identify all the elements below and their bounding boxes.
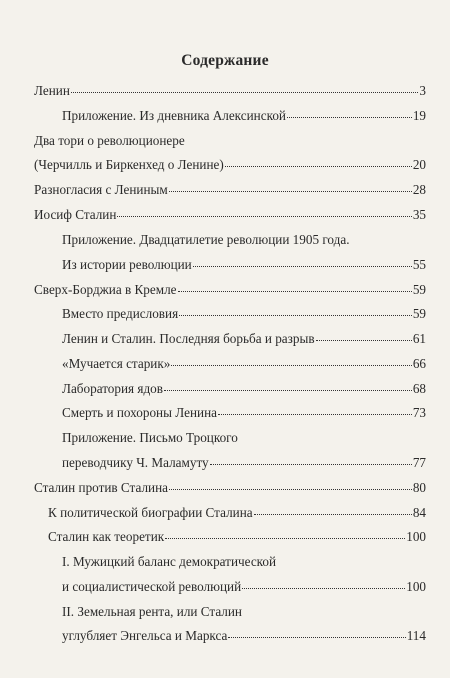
leader-dots [254, 514, 412, 515]
toc-entry[interactable] [62, 331, 426, 347]
toc-entry-title: Из истории революции [62, 257, 192, 272]
toc-entry-page: 73 [412, 405, 426, 420]
toc-entry-page: 59 [412, 306, 426, 321]
toc-entry[interactable] [34, 207, 426, 223]
toc-entry[interactable] [48, 505, 426, 521]
toc-entry-page: 35 [412, 207, 426, 222]
toc-entry-page: 66 [412, 356, 426, 371]
toc-entry-page: 28 [412, 182, 426, 197]
toc-entry-line: Два тори о революционере [34, 133, 185, 148]
toc-entry-title: К политической биографии Сталина [48, 505, 253, 520]
toc-entry-page: 19 [412, 108, 426, 123]
toc-entry-title: Разногласия с Лениным [34, 182, 168, 197]
leader-dots [164, 390, 412, 391]
toc-entry[interactable] [62, 108, 426, 124]
toc-entry-title: Смерть и похороны Ленина [62, 405, 217, 420]
toc-entry-page: 84 [412, 505, 426, 520]
toc-entry-title: «Мучается старик» [62, 356, 171, 371]
toc-entry[interactable] [48, 529, 426, 545]
toc-entry-page: 59 [412, 282, 426, 297]
leader-dots [225, 166, 412, 167]
leader-dots [210, 464, 412, 465]
toc-entry-title: Иосиф Сталин [34, 207, 117, 222]
toc-entry-title: углубляет Энгельса и Маркса [62, 628, 228, 643]
toc-entry-page: 77 [412, 455, 426, 470]
toc-entry-line: Приложение. Письмо Троцкого [62, 430, 238, 445]
leader-dots [287, 117, 412, 118]
toc-entry-title: переводчику Ч. Маламуту [62, 455, 209, 470]
toc-entry[interactable] [62, 405, 426, 421]
leader-dots [218, 414, 412, 415]
toc-entry[interactable] [34, 282, 426, 298]
toc-entry[interactable] [62, 381, 426, 397]
leader-dots [178, 291, 412, 292]
toc-entry-title: Сталин как теоретик [48, 529, 165, 544]
toc-entry-title: Ленин и Сталин. Последняя борьба и разрыв [62, 331, 315, 346]
toc-entry[interactable] [62, 356, 426, 372]
toc-entry-title: Сверх-Борджиа в Кремле [34, 282, 177, 297]
leader-dots [242, 588, 405, 589]
toc-entry-page: 55 [412, 257, 426, 272]
toc-entry-title: и социалистической революций [62, 579, 242, 594]
toc-entry[interactable] [34, 83, 426, 99]
page-title: Содержание [181, 52, 269, 69]
leader-dots [316, 340, 412, 341]
toc-entry[interactable] [62, 257, 426, 273]
toc-entry-line: I. Мужицкий баланс демократической [62, 554, 277, 569]
toc-entry-page: 61 [412, 331, 426, 346]
toc-entry-line: Приложение. Двадцатилетие революции 1905 года. [62, 232, 350, 247]
leader-dots [169, 191, 412, 192]
toc-entry[interactable] [62, 455, 426, 471]
toc-entry-page: 114 [406, 628, 426, 643]
leader-dots [165, 538, 405, 539]
leader-dots [179, 315, 412, 316]
toc-entry-page: 100 [406, 579, 426, 594]
toc-entry-page: 3 [419, 83, 426, 98]
toc-entry-title: Ленин [34, 83, 70, 98]
toc-entry[interactable] [62, 628, 426, 644]
leader-dots [228, 637, 405, 638]
toc-entry[interactable] [62, 306, 426, 322]
toc-entry-page: 20 [412, 157, 426, 172]
toc-entry-title: (Черчилль и Биркенхед о Ленине) [34, 157, 224, 172]
leader-dots [193, 266, 412, 267]
toc-entry-title: Лаборатория ядов [62, 381, 163, 396]
leader-dots [171, 365, 411, 366]
toc-entry-title: Вместо предисловия [62, 306, 179, 321]
toc-entry-page: 68 [412, 381, 426, 396]
toc-entry-page: 100 [406, 529, 426, 544]
toc-entry-page: 80 [412, 480, 426, 495]
toc-entry-line: II. Земельная рента, или Сталин [62, 604, 242, 619]
leader-dots [71, 92, 419, 93]
toc-entry-title: Сталин против Сталина [34, 480, 168, 495]
toc-entry[interactable] [34, 157, 426, 173]
toc-entry[interactable] [62, 579, 426, 595]
toc-entry-title: Приложение. Из дневника Алексинской [62, 108, 286, 123]
toc-entry[interactable] [34, 182, 426, 198]
leader-dots [169, 489, 412, 490]
toc-entry[interactable] [34, 480, 426, 496]
leader-dots [117, 216, 411, 217]
